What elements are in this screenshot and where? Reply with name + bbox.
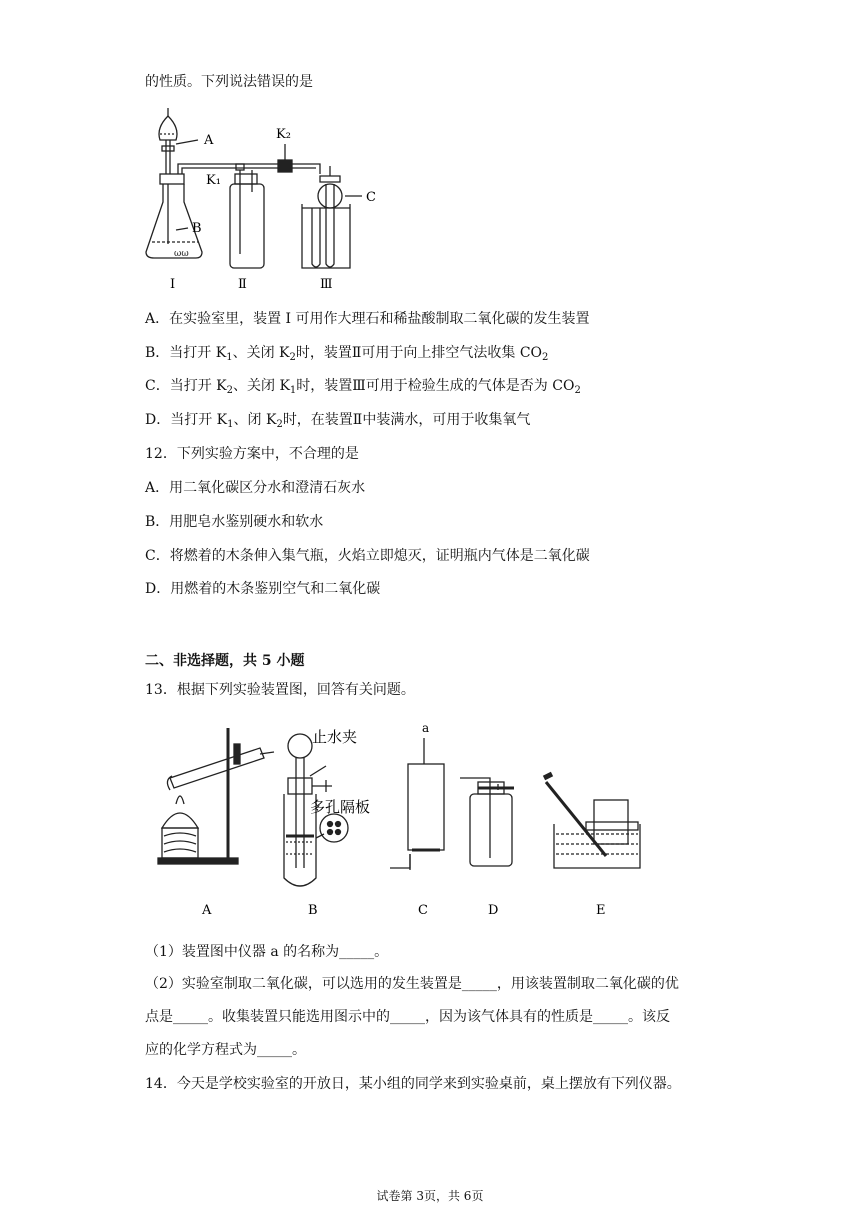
q12-option-c: C．将燃着的木条伸入集气瓶，火焰立即熄灭，证明瓶内气体是二氧化碳 (145, 548, 590, 564)
apparatus-figure-q11 (140, 104, 400, 294)
caption-B: B (308, 903, 318, 918)
apparatus-E (544, 774, 640, 868)
label-K1: K₁ (206, 173, 221, 188)
q12-option-d: D．用燃着的木条鉴别空气和二氧化碳 (145, 581, 381, 597)
q11-option-b: B．当打开 $K_1$、关闭 $K_2$时，装置Ⅱ可用于向上排空气法收集 $CO_2$ (145, 345, 549, 363)
section-heading: 二、非选择题，共 5 小题 (145, 653, 305, 669)
apparatus-A (158, 728, 274, 864)
separatory-funnel (159, 116, 177, 140)
q13-part2-line1: （2）实验室制取二氧化碳，可以选用的发生装置是_____，用该装置制取二氧化碳的优 (145, 976, 679, 992)
label-A: A (204, 133, 214, 148)
q12-option-b: B．用肥皂水鉴别硬水和软水 (145, 514, 324, 530)
apparatus-D (460, 778, 514, 866)
question-intro-tail: 的性质。下列说法错误的是 (145, 74, 313, 90)
q13-part2-line2: 点是_____。收集装置只能选用图示中的_____，因为该气体具有的性质是_____。该反 (145, 1009, 670, 1025)
label-III: Ⅲ (320, 277, 333, 292)
q11-option-c: C．当打开 $K_2$、关闭 $K_1$时，装置Ⅲ可用于检验生成的气体是否为 $CO_2$ (145, 378, 581, 396)
caption-C: C (418, 903, 428, 918)
q11-option-d: D．当打开 $K_1$、闭 $K_2$时，在装置Ⅱ中装满水，可用于收集氧气 (145, 412, 531, 430)
q14-stem: 14．今天是学校实验室的开放日，某小组的同学来到实验桌前，桌上摆放有下列仪器。 (145, 1076, 681, 1092)
q13-part1: （1）装置图中仪器 a 的名称为_____。 (145, 944, 389, 960)
q12-stem: 12．下列实验方案中，不合理的是 (145, 446, 359, 462)
label-C: C (366, 190, 376, 205)
label-K2: K₂ (276, 127, 291, 142)
page-footer: 试卷第 3页，共 6页 (376, 1189, 484, 1203)
apparatus-figure-q13 (150, 718, 650, 923)
label-II: Ⅱ (238, 277, 247, 292)
q12-option-a: A．用二氧化碳区分水和澄清石灰水 (145, 480, 366, 496)
q11-option-a: A．在实验室里，装置 Ⅰ 可用作大理石和稀盐酸制取二氧化碳的发生装置 (145, 311, 590, 327)
caption-A: A (202, 903, 212, 918)
apparatus-C (390, 738, 444, 870)
label-I: Ⅰ (170, 277, 176, 292)
label-stop-clamp: 止水夹 (312, 728, 358, 746)
q13-part2-line3: 应的化学方程式为_____。 (145, 1042, 306, 1058)
caption-D: D (488, 903, 499, 918)
label-a: a (422, 721, 430, 735)
label-porous-plate: 多孔隔板 (310, 798, 371, 816)
label-B: B (192, 221, 202, 236)
q13-stem: 13．根据下列实验装置图，回答有关问题。 (145, 682, 415, 698)
caption-E: E (596, 903, 606, 918)
gas-bottle-II (230, 184, 264, 268)
svg-text:ωω: ωω (174, 249, 189, 259)
